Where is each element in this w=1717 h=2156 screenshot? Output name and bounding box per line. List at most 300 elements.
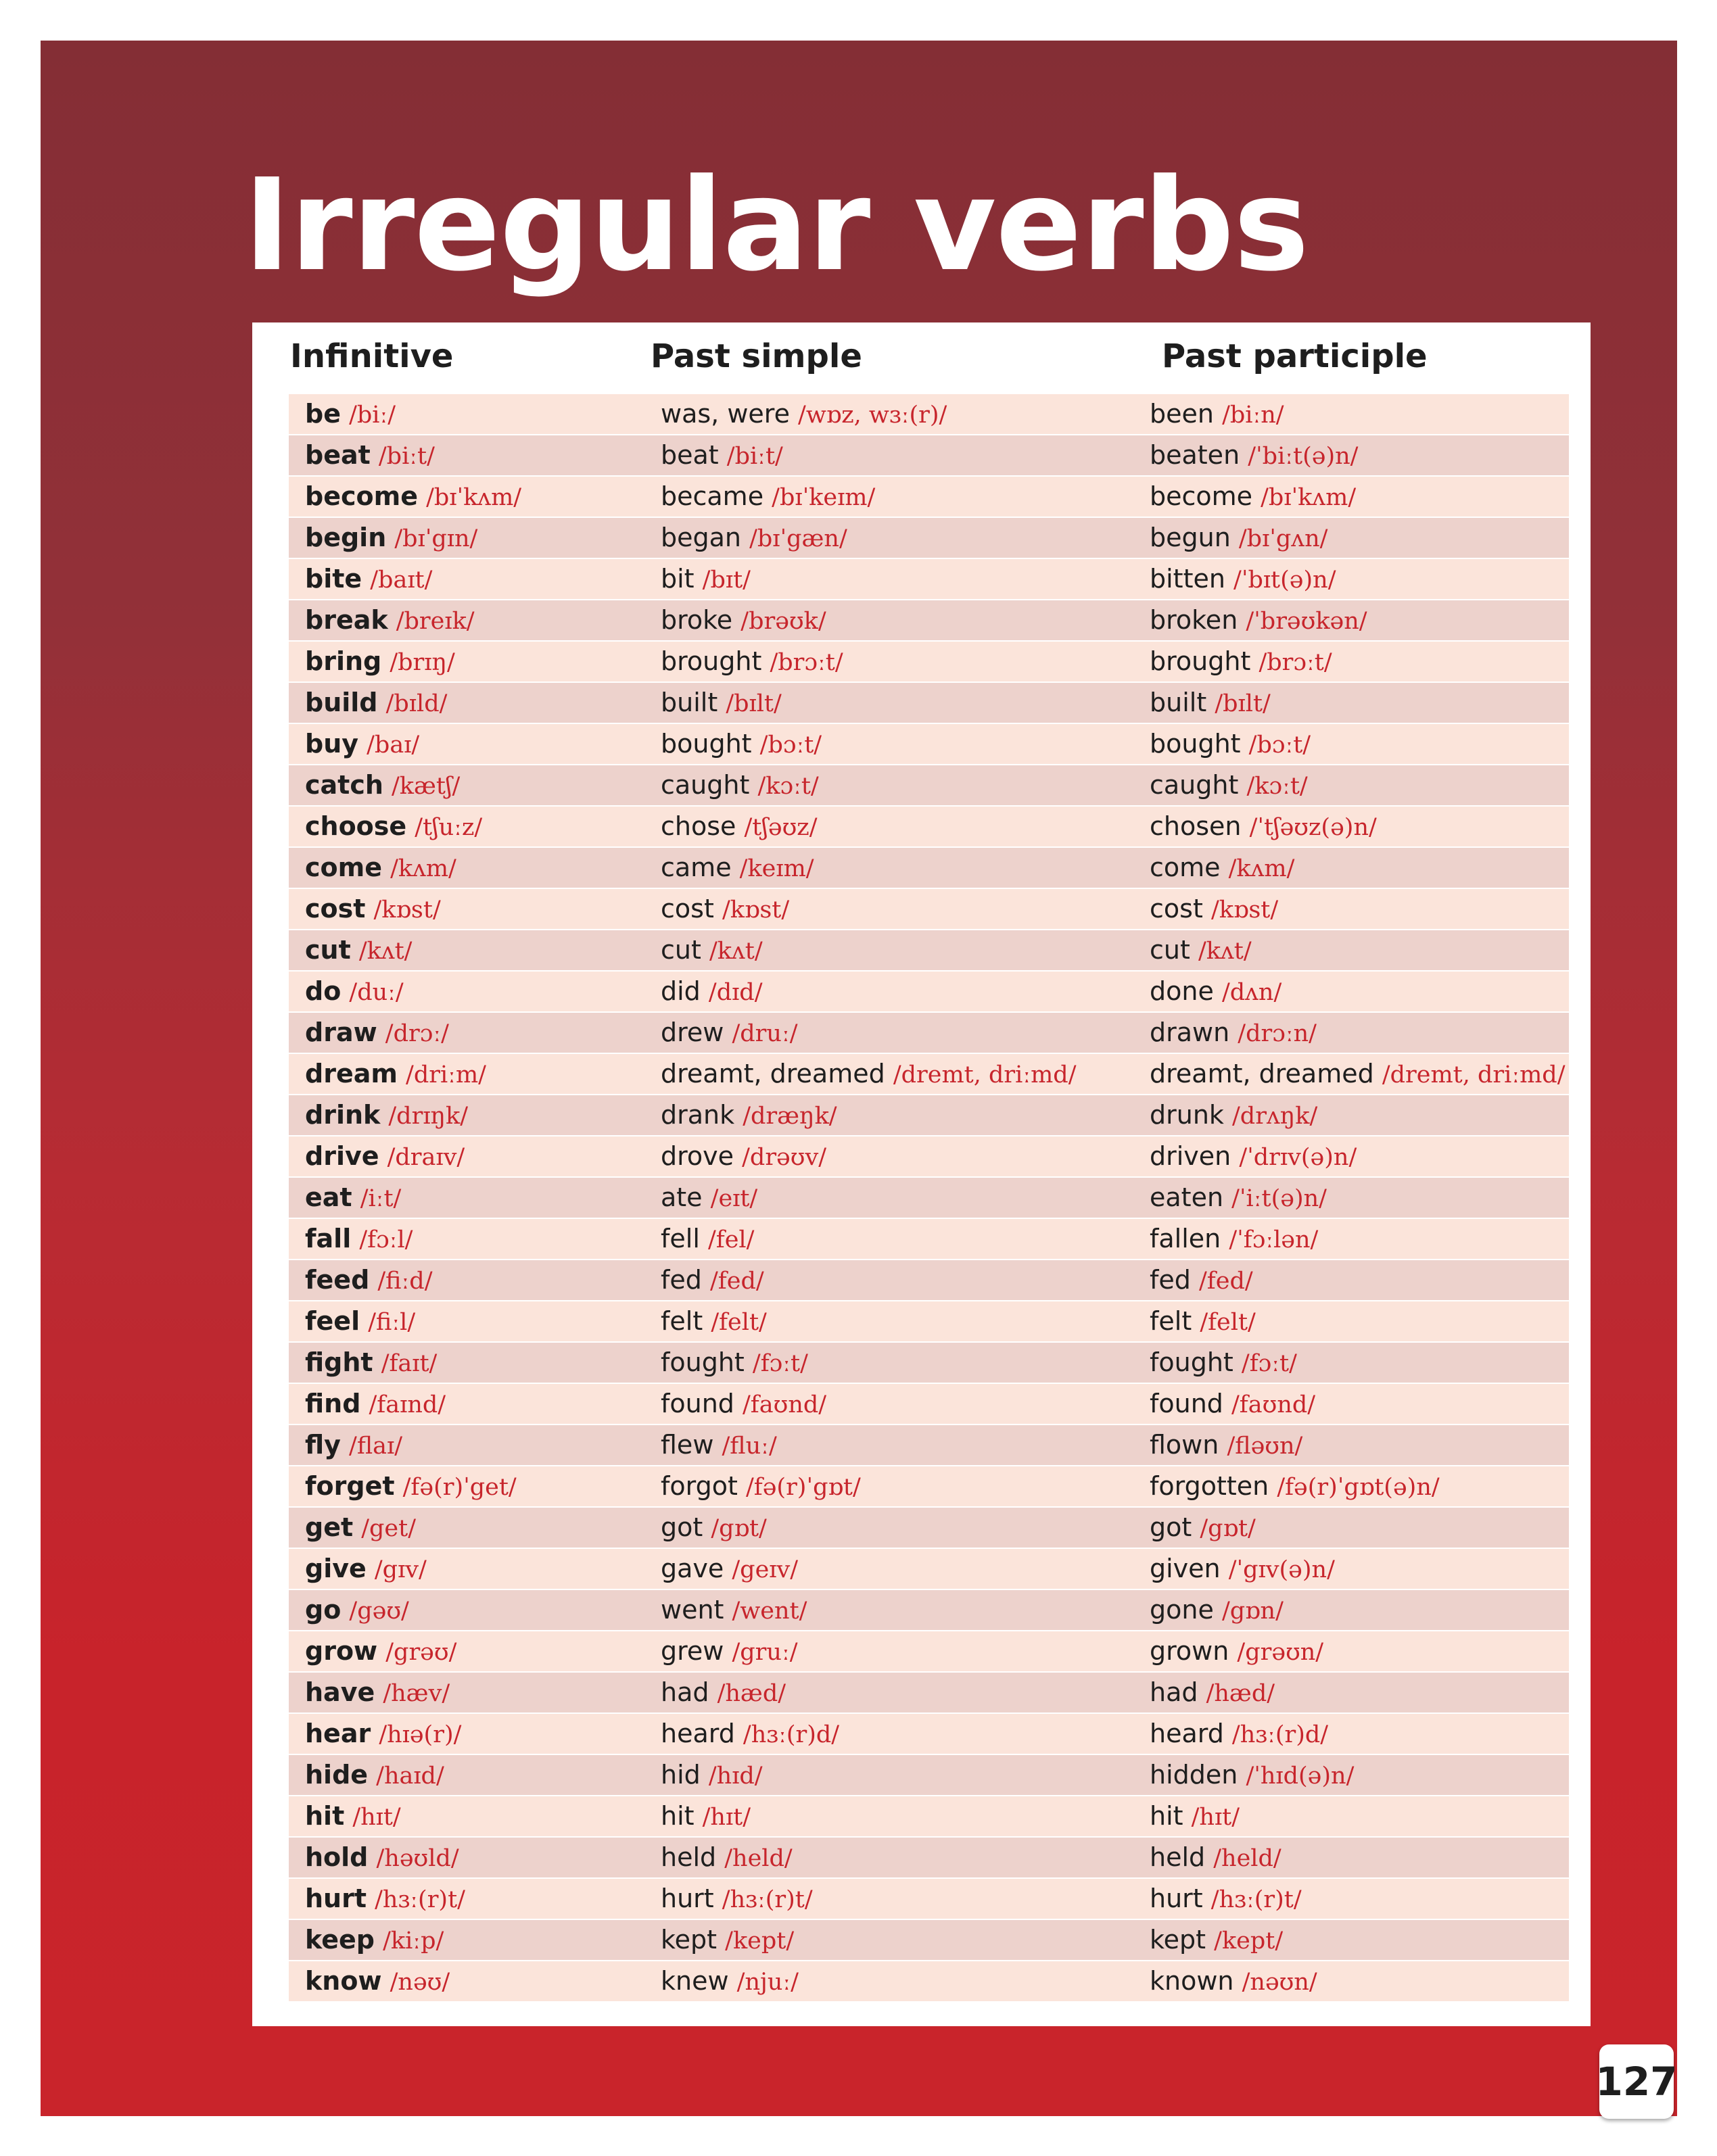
past-simple-cell [661,1178,757,1219]
past-simple-cell [661,972,763,1013]
past-simple-cell [661,807,818,848]
infinitive-word: begin [305,523,387,552]
past-participle-cell [1150,1590,1284,1631]
past-participle-word: come [1150,853,1221,882]
table-row [289,765,1569,805]
table-row [289,1178,1569,1218]
past-simple-pronunciation: /faʊnd/ [743,1391,827,1418]
past-participle-pronunciation: /bɪˈkʌm/ [1261,484,1357,511]
past-simple-word: heard [661,1719,735,1748]
infinitive-pronunciation: /bɪld/ [385,690,448,717]
past-simple-word: ate [661,1182,703,1212]
past-participle-pronunciation: /fed/ [1198,1268,1253,1295]
past-simple-cell [661,1920,794,1961]
past-simple-word: felt [661,1306,703,1336]
infinitive-pronunciation: /biː/ [349,402,396,429]
past-participle-word: become [1150,481,1253,511]
infinitive-word: build [305,688,378,717]
infinitive-pronunciation: /tʃuːz/ [415,814,483,841]
infinitive-word: break [305,605,388,635]
table-row [289,1013,1569,1053]
table-row [289,1508,1569,1548]
past-simple-word: drew [661,1017,724,1047]
past-simple-word: hurt [661,1884,714,1913]
infinitive-pronunciation: /hɪt/ [352,1804,401,1831]
infinitive-pronunciation: /kʌm/ [390,855,456,882]
infinitive-cell [305,1838,459,1879]
past-participle-word: forgotten [1150,1471,1269,1501]
past-participle-pronunciation: /kʌt/ [1198,938,1252,965]
table-row [289,1838,1569,1877]
past-simple-word: bought [661,729,752,759]
past-simple-word: had [661,1677,709,1707]
infinitive-word: bite [305,564,362,594]
past-simple-pronunciation: /geɪv/ [732,1556,799,1583]
infinitive-pronunciation: /hɪə(r)/ [379,1721,462,1748]
past-participle-cell [1150,972,1281,1013]
infinitive-cell [305,1920,444,1961]
past-simple-cell [661,1796,751,1838]
infinitive-cell [305,1136,465,1178]
past-simple-pronunciation: /fed/ [709,1268,764,1295]
past-simple-pronunciation: /hɜː(r)d/ [743,1721,840,1748]
past-simple-cell [661,1590,807,1631]
past-simple-word: grew [661,1636,724,1666]
past-participle-word: drunk [1150,1100,1224,1130]
infinitive-cell [305,1631,456,1673]
past-participle-word: chosen [1150,811,1242,841]
infinitive-word: feel [305,1306,360,1336]
table-row [289,972,1569,1011]
infinitive-word: be [305,399,341,429]
past-simple-pronunciation: /brəʊk/ [740,608,826,635]
past-simple-pronunciation: /hɜː(r)t/ [722,1886,813,1913]
infinitive-word: have [305,1677,375,1707]
infinitive-word: buy [305,729,359,759]
past-participle-pronunciation: /drʌŋk/ [1232,1103,1318,1130]
past-participle-cell [1150,600,1367,642]
infinitive-pronunciation: /haɪd/ [376,1763,444,1790]
past-simple-cell [661,1466,861,1508]
past-simple-cell [661,1838,793,1879]
infinitive-pronunciation: /driːm/ [406,1061,486,1088]
past-participle-pronunciation: /felt/ [1200,1309,1256,1336]
past-participle-cell [1150,1549,1335,1590]
infinitive-word: drink [305,1100,381,1130]
infinitive-word: eat [305,1182,352,1212]
infinitive-pronunciation: /brɪŋ/ [390,649,455,676]
infinitive-word: drive [305,1141,379,1171]
infinitive-word: go [305,1595,342,1625]
past-simple-word: fell [661,1224,700,1253]
past-participle-cell [1150,1508,1256,1549]
infinitive-word: keep [305,1925,375,1955]
past-simple-word: came [661,853,732,882]
infinitive-cell [305,1714,461,1755]
infinitive-pronunciation: /duː/ [349,979,404,1006]
infinitive-pronunciation: /faɪnd/ [369,1391,446,1418]
past-participle-word: gone [1150,1595,1214,1625]
past-simple-cell [661,600,826,642]
past-participle-pronunciation: /ˈfɔːlən/ [1229,1226,1319,1253]
infinitive-pronunciation: /kʌt/ [358,938,413,965]
past-simple-pronunciation: /fluː/ [722,1433,777,1460]
past-participle-pronunciation: /held/ [1213,1845,1281,1872]
past-participle-cell [1150,765,1308,807]
past-simple-word: fed [661,1265,702,1295]
past-simple-cell [661,394,947,435]
infinitive-word: fly [305,1430,341,1460]
page-title: Irregular verbs [243,151,1309,300]
past-simple-pronunciation: /njuː/ [736,1969,799,1996]
past-simple-cell [661,1549,798,1590]
page-background [41,41,1677,2116]
past-simple-pronunciation: /went/ [732,1598,807,1625]
past-participle-cell [1150,477,1356,518]
past-participle-cell [1150,435,1358,477]
past-simple-cell [661,683,782,724]
past-simple-word: went [661,1595,724,1625]
infinitive-pronunciation: /gɪv/ [374,1556,427,1583]
infinitive-cell [305,394,396,435]
past-simple-pronunciation: /keɪm/ [739,855,814,882]
table-row [289,1301,1569,1341]
past-participle-word: cut [1150,935,1190,965]
past-simple-cell [661,477,875,518]
past-participle-word: heard [1150,1719,1224,1748]
past-simple-cell [661,1879,813,1920]
past-participle-cell [1150,1425,1302,1466]
past-participle-pronunciation: /drɔːn/ [1238,1020,1317,1047]
past-simple-word: beat [661,440,719,470]
table-row [289,1343,1569,1383]
table-row [289,1920,1569,1960]
past-simple-word: found [661,1389,734,1418]
past-simple-pronunciation: /druː/ [732,1020,798,1047]
infinitive-word: come [305,853,382,882]
past-simple-pronunciation: /held/ [724,1845,793,1872]
past-simple-word: cost [661,894,714,924]
past-simple-word: hit [661,1801,695,1831]
past-simple-pronunciation: /gɒt/ [711,1515,767,1542]
past-participle-cell [1150,1838,1281,1879]
infinitive-word: dream [305,1059,398,1088]
past-simple-pronunciation: /fel/ [707,1226,755,1253]
infinitive-pronunciation: /flaɪ/ [349,1433,403,1460]
past-simple-word: drove [661,1141,734,1171]
infinitive-cell [305,435,435,477]
past-simple-pronunciation: /bɔːt/ [759,732,822,759]
infinitive-pronunciation: /breɪk/ [396,608,475,635]
past-participle-cell [1150,1178,1327,1219]
infinitive-cell [305,600,475,642]
infinitive-cell [305,1961,450,2003]
past-simple-cell [661,1961,799,2003]
past-simple-pronunciation: /felt/ [711,1309,767,1336]
past-simple-pronunciation: /bɪˈgæn/ [749,525,847,552]
table-row [289,1961,1569,2001]
past-participle-pronunciation: /ˈdrɪv(ə)n/ [1239,1144,1357,1171]
past-participle-word: got [1150,1512,1192,1542]
past-participle-word: known [1150,1966,1234,1996]
infinitive-cell [305,1095,468,1136]
past-participle-word: felt [1150,1306,1192,1336]
past-participle-cell [1150,1466,1440,1508]
past-simple-word: gave [661,1554,724,1583]
infinitive-pronunciation: /iːt/ [360,1185,402,1212]
past-participle-cell [1150,1219,1318,1260]
past-participle-word: driven [1150,1141,1231,1171]
past-participle-pronunciation: /ˈtʃəʊz(ə)n/ [1249,814,1377,841]
past-participle-cell [1150,1054,1566,1095]
past-participle-cell [1150,889,1278,930]
past-simple-word: brought [661,646,762,676]
infinitive-pronunciation: /fɔːl/ [359,1226,413,1253]
past-simple-cell [661,1508,767,1549]
past-simple-word: fought [661,1347,745,1377]
infinitive-cell [305,1755,444,1796]
past-simple-cell [661,1714,839,1755]
past-simple-word: got [661,1512,703,1542]
past-simple-pronunciation: /hæd/ [717,1680,786,1707]
past-participle-pronunciation: /gɒn/ [1221,1598,1284,1625]
past-participle-word: broken [1150,605,1238,635]
past-simple-pronunciation: /fə(r)ˈgɒt/ [745,1474,861,1501]
infinitive-pronunciation: /baɪ/ [367,732,420,759]
past-simple-cell [661,889,789,930]
past-simple-cell [661,435,783,477]
past-simple-pronunciation: /hɪd/ [708,1763,763,1790]
past-simple-word: began [661,523,741,552]
past-simple-pronunciation: /drəʊv/ [742,1144,827,1171]
past-participle-word: eaten [1150,1182,1224,1212]
past-participle-pronunciation: /ˈbɪt(ə)n/ [1233,567,1336,594]
past-participle-word: hit [1150,1801,1183,1831]
past-participle-word: fallen [1150,1224,1221,1253]
past-participle-pronunciation: /kɒst/ [1210,896,1279,924]
past-simple-word: became [661,481,764,511]
infinitive-cell [305,559,432,600]
table-row [289,477,1569,517]
infinitive-cell [305,477,521,518]
past-simple-cell [661,1054,1077,1095]
table-row [289,1755,1569,1795]
past-participle-word: held [1150,1842,1206,1872]
table-row [289,1796,1569,1836]
past-participle-pronunciation: /ˈbrəʊkən/ [1246,608,1367,635]
past-simple-pronunciation: /tʃəʊz/ [744,814,818,841]
infinitive-pronunciation: /biːt/ [378,443,435,470]
past-participle-pronunciation: /grəʊn/ [1237,1639,1324,1666]
table-row [289,1466,1569,1506]
past-participle-cell [1150,1631,1323,1673]
past-simple-cell [661,724,822,765]
past-participle-pronunciation: /ˈgɪv(ə)n/ [1228,1556,1335,1583]
past-participle-word: found [1150,1389,1223,1418]
past-simple-word: kept [661,1925,718,1955]
table-row [289,1260,1569,1300]
past-simple-pronunciation: /dræŋk/ [743,1103,837,1130]
past-participle-word: hidden [1150,1760,1238,1790]
past-participle-cell [1150,930,1252,972]
past-participle-pronunciation: /kept/ [1214,1927,1284,1955]
past-participle-pronunciation: /dʌn/ [1221,979,1282,1006]
past-simple-word: hid [661,1760,701,1790]
past-simple-word: broke [661,605,733,635]
past-participle-cell [1150,642,1332,683]
past-participle-word: fed [1150,1265,1191,1295]
infinitive-word: get [305,1512,354,1542]
past-simple-word: knew [661,1966,729,1996]
infinitive-word: cost [305,894,366,924]
infinitive-word: find [305,1389,361,1418]
past-simple-pronunciation: /kɒst/ [722,896,790,924]
infinitive-pronunciation: /bɪˈgɪn/ [394,525,478,552]
infinitive-pronunciation: /baɪt/ [370,567,433,594]
infinitive-cell [305,807,482,848]
infinitive-cell [305,1343,437,1384]
past-participle-cell [1150,559,1336,600]
past-simple-pronunciation: /fɔːt/ [752,1350,808,1377]
past-participle-cell [1150,1136,1357,1178]
past-participle-word: begun [1150,523,1231,552]
past-simple-cell [661,1425,777,1466]
past-participle-pronunciation: /faʊnd/ [1231,1391,1316,1418]
past-simple-word: caught [661,770,750,800]
past-simple-pronunciation: /hɪt/ [702,1804,751,1831]
past-participle-word: brought [1150,646,1251,676]
past-participle-pronunciation: /kʌm/ [1228,855,1295,882]
table-row [289,1673,1569,1712]
past-simple-cell [661,559,751,600]
past-simple-cell [661,1673,786,1714]
past-simple-cell [661,1136,826,1178]
past-participle-cell [1150,848,1294,889]
infinitive-word: hear [305,1719,371,1748]
past-simple-pronunciation: /eɪt/ [710,1185,758,1212]
infinitive-word: bring [305,646,382,676]
table-row [289,889,1569,929]
infinitive-pronunciation: /hæv/ [383,1680,450,1707]
past-participle-cell [1150,1301,1256,1343]
infinitive-word: hold [305,1842,369,1872]
table-row [289,1879,1569,1919]
infinitive-pronunciation: /drɔː/ [385,1020,449,1047]
past-simple-cell [661,518,847,559]
table-row [289,435,1569,475]
past-participle-pronunciation: /fɔːt/ [1241,1350,1297,1377]
past-participle-word: had [1150,1677,1198,1707]
past-participle-cell [1150,1879,1302,1920]
past-simple-word: did [661,976,701,1006]
past-simple-cell [661,1631,798,1673]
verb-rows [289,394,1569,2003]
column-header-infinitive: Infinitive [290,337,454,375]
infinitive-word: grow [305,1636,378,1666]
past-participle-cell [1150,1961,1317,2003]
column-header-past-simple: Past simple [651,337,862,375]
past-simple-cell [661,765,819,807]
past-participle-cell [1150,1095,1317,1136]
past-simple-word: forgot [661,1471,738,1501]
past-simple-pronunciation: /kept/ [725,1927,795,1955]
past-participle-word: fought [1150,1347,1233,1377]
past-participle-word: done [1150,976,1214,1006]
infinitive-word: give [305,1554,367,1583]
table-row [289,1425,1569,1465]
infinitive-word: know [305,1966,382,1996]
past-participle-cell [1150,683,1271,724]
past-simple-pronunciation: /bɪˈkeɪm/ [772,484,876,511]
table-row [289,683,1569,723]
past-simple-word: was, were [661,399,790,429]
past-simple-pronunciation: /dɪd/ [708,979,763,1006]
infinitive-pronunciation: /həʊld/ [376,1845,459,1872]
past-simple-cell [661,930,763,972]
infinitive-word: catch [305,770,383,800]
past-simple-pronunciation: /bɪlt/ [726,690,782,717]
infinitive-cell [305,1466,517,1508]
past-participle-pronunciation: /bɔːt/ [1248,732,1311,759]
infinitive-cell [305,683,447,724]
past-simple-cell [661,1219,754,1260]
past-simple-cell [661,1755,763,1796]
infinitive-word: become [305,481,418,511]
past-participle-word: beaten [1150,440,1240,470]
past-participle-word: bought [1150,729,1241,759]
infinitive-cell [305,1219,413,1260]
past-participle-pronunciation: /bɪˈgʌn/ [1238,525,1328,552]
infinitive-cell [305,889,441,930]
infinitive-pronunciation: /fiːl/ [368,1309,416,1336]
past-simple-cell [661,1343,808,1384]
past-simple-pronunciation: /kʌt/ [709,938,763,965]
infinitive-pronunciation: /nəʊ/ [390,1969,450,1996]
infinitive-cell [305,848,456,889]
past-simple-cell [661,1301,767,1343]
past-participle-cell [1150,1755,1354,1796]
past-participle-word: been [1150,399,1214,429]
infinitive-cell [305,1425,402,1466]
past-participle-cell [1150,1384,1315,1425]
past-simple-cell [661,1260,764,1301]
past-participle-pronunciation: /kɔːt/ [1246,773,1308,800]
past-participle-cell [1150,394,1284,435]
past-simple-pronunciation: /brɔːt/ [770,649,843,676]
past-simple-word: cut [661,935,701,965]
past-participle-cell [1150,1260,1253,1301]
past-participle-word: given [1150,1554,1221,1583]
infinitive-word: hit [305,1801,345,1831]
infinitive-cell [305,724,419,765]
infinitive-cell [305,1054,486,1095]
past-participle-pronunciation: /biːn/ [1222,402,1284,429]
infinitive-pronunciation: /hɜː(r)t/ [375,1886,465,1913]
table-row [289,1631,1569,1671]
past-participle-pronunciation: /bɪlt/ [1215,690,1271,717]
infinitive-word: forget [305,1471,395,1501]
table-row [289,518,1569,558]
table-row [289,1590,1569,1630]
infinitive-pronunciation: /faɪt/ [381,1350,438,1377]
infinitive-pronunciation: /kɒst/ [373,896,441,924]
past-simple-word: held [661,1842,717,1872]
table-row [289,1384,1569,1424]
table-row [289,930,1569,970]
past-simple-pronunciation: /biːt/ [726,443,783,470]
past-simple-cell [661,1095,837,1136]
infinitive-word: fight [305,1347,373,1377]
